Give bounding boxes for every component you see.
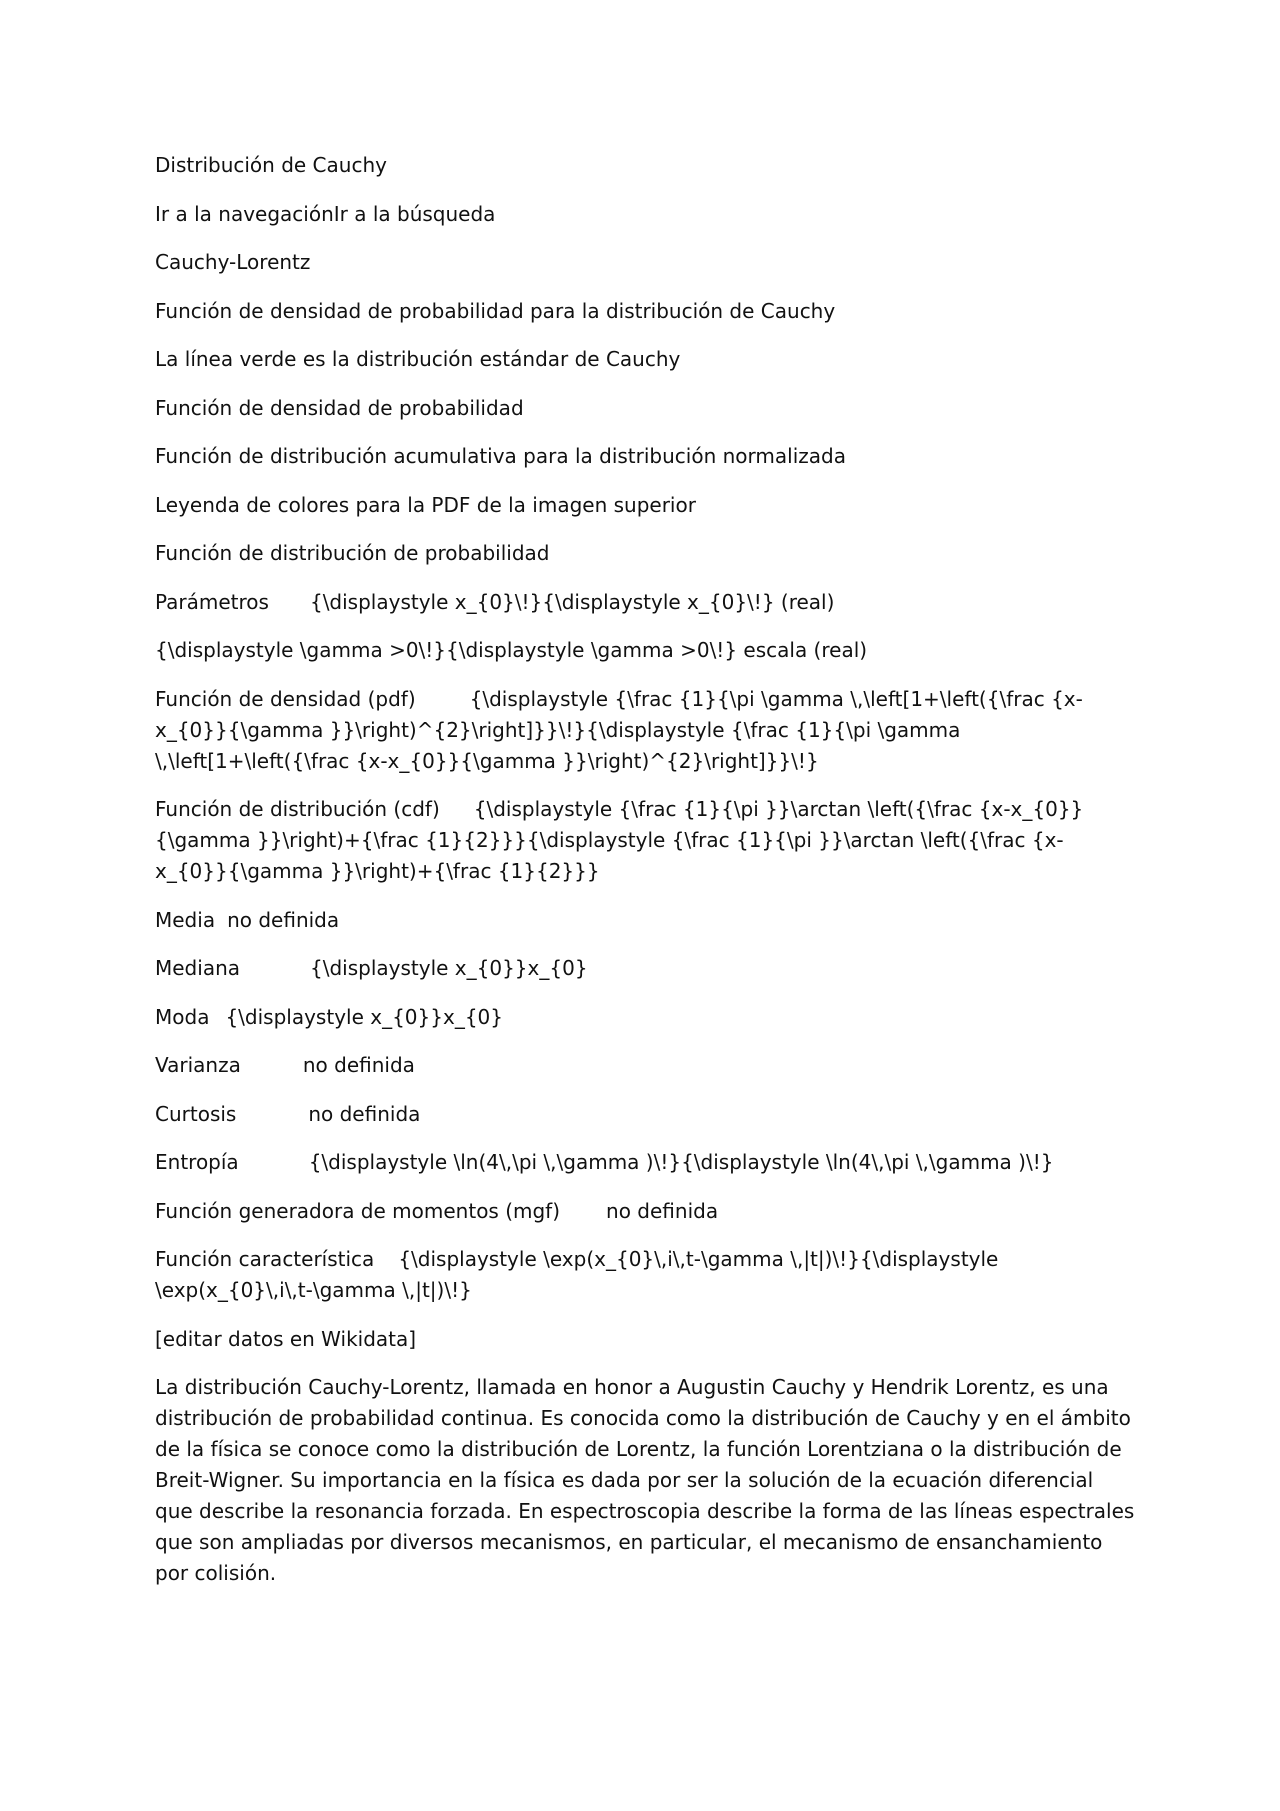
curtosis-value: no definida bbox=[308, 1101, 421, 1126]
cdf-image-caption: Función de distribución acumulativa para la distribución normalizada bbox=[155, 444, 846, 468]
moda-value: {\displaystyle x_{0}}x_{0} bbox=[225, 1004, 503, 1029]
row-media bbox=[155, 905, 1135, 936]
pdf-image-caption: Función de densidad de probabilidad para la distribución de Cauchy bbox=[155, 298, 836, 323]
parametros-label: Parámetros bbox=[155, 589, 269, 614]
row-pdf bbox=[155, 684, 1135, 777]
cdf-label: Función de distribución (cdf) bbox=[155, 797, 440, 821]
row-mediana bbox=[155, 953, 1135, 984]
pdf-image-label: Función de densidad de probabilidad bbox=[155, 395, 524, 420]
row-mgf bbox=[155, 1196, 1135, 1227]
wikidata-edit-link[interactable]: [editar datos en Wikidata] bbox=[155, 1326, 417, 1351]
infobox-title: Cauchy-Lorentz bbox=[155, 250, 311, 274]
mediana-label: Mediana bbox=[155, 956, 240, 980]
curtosis-label: Curtosis bbox=[155, 1101, 237, 1126]
pdf-label: Función de densidad (pdf) bbox=[155, 686, 416, 711]
entropia-label: Entropía bbox=[155, 1150, 239, 1174]
body-paragraph: La distribución Cauchy-Lorentz, llamada en honor a Augustin Cauchy y Hendrik Lorentz, es una distribución de probabilidad continua. Es conocida como la distribución de Cauchy y en el ámbito de la física se conoce como la distribución de Lorentz, la función Lorentziana o la distribución de Breit-Wigner. Su importancia en la física es dada por ser la solución de la ecuación diferencial que describe la resonancia forzada. En espectroscopia describe la forma de las líneas espectrales que son ampliadas por diversos mecanismos, en particular, el mecanismo de ensanchamiento por colisión. bbox=[155, 1375, 1141, 1585]
pdf-image-note: La línea verde es la distribución estándar de Cauchy bbox=[155, 347, 681, 371]
row-caracteristica bbox=[155, 1244, 1135, 1306]
media-label: Media bbox=[155, 907, 216, 932]
row-cdf bbox=[155, 794, 1135, 887]
mgf-value: no definida bbox=[606, 1198, 719, 1223]
moda-label: Moda bbox=[155, 1004, 210, 1029]
mgf-label: Función generadora de momentos (mgf) bbox=[155, 1198, 561, 1223]
row-moda bbox=[155, 1002, 1135, 1033]
media-value: no definida bbox=[227, 907, 340, 932]
varianza-value: no definida bbox=[302, 1053, 415, 1077]
row-entropia bbox=[155, 1147, 1135, 1178]
row-curtosis bbox=[155, 1099, 1135, 1130]
parametros-value: {\displaystyle x_{0}\!}{\displaystyle x_{0}\!} (real) bbox=[309, 589, 835, 614]
entropia-value: {\displaystyle \ln(4\,\pi \,\gamma )\!}{\displaystyle \ln(4\,\pi \,\gamma )\!} bbox=[308, 1150, 1054, 1174]
document-page bbox=[155, 150, 1141, 1607]
navigation-links[interactable]: Ir a la navegaciónIr a la búsqueda bbox=[155, 201, 496, 226]
varianza-label: Varianza bbox=[155, 1053, 241, 1077]
pdf-value: {\displaystyle {\frac {1}{\pi \gamma \,\left[1+\left({\frac {x-x_{0}}{\gamma }}\right)^{2}\right]}}\!}{\displaystyle {\frac {1}{\pi \gamma \,\left[1+\left({\frac {x-x_{0}}{\gamma }}\right)^{2}\right]}}\!} bbox=[155, 686, 1083, 773]
cdf-value: {\displaystyle {\frac {1}{\pi }}\arctan \left({\frac {x-x_{0}}{\gamma }}\right)+{\frac {1}{2}}}{\displaystyle {\frac {1}{\pi }}\arctan \left({\frac {x-x_{0}}{\gamma }}\right)+{\frac {1}{2}}} bbox=[155, 797, 1084, 883]
cdf-image-label: Función de distribución de probabilidad bbox=[155, 541, 550, 565]
row-varianza bbox=[155, 1050, 1135, 1081]
row-parametros-2: {\displaystyle \gamma >0\!}{\displaystyle \gamma >0\!} escala (real) bbox=[155, 638, 868, 662]
cdf-image-legend: Leyenda de colores para la PDF de la imagen superior bbox=[155, 492, 696, 517]
caracteristica-value: {\displaystyle \exp(x_{0}\,i\,t-\gamma \,|t|)\!}{\displaystyle \exp(x_{0}\,i\,t-\gamma \,|t|)\!} bbox=[155, 1247, 1005, 1302]
caracteristica-label: Función característica bbox=[155, 1247, 375, 1271]
mediana-value: {\displaystyle x_{0}}x_{0} bbox=[310, 956, 588, 980]
document-title: Distribución de Cauchy bbox=[155, 153, 387, 177]
row-parametros bbox=[155, 587, 1135, 618]
